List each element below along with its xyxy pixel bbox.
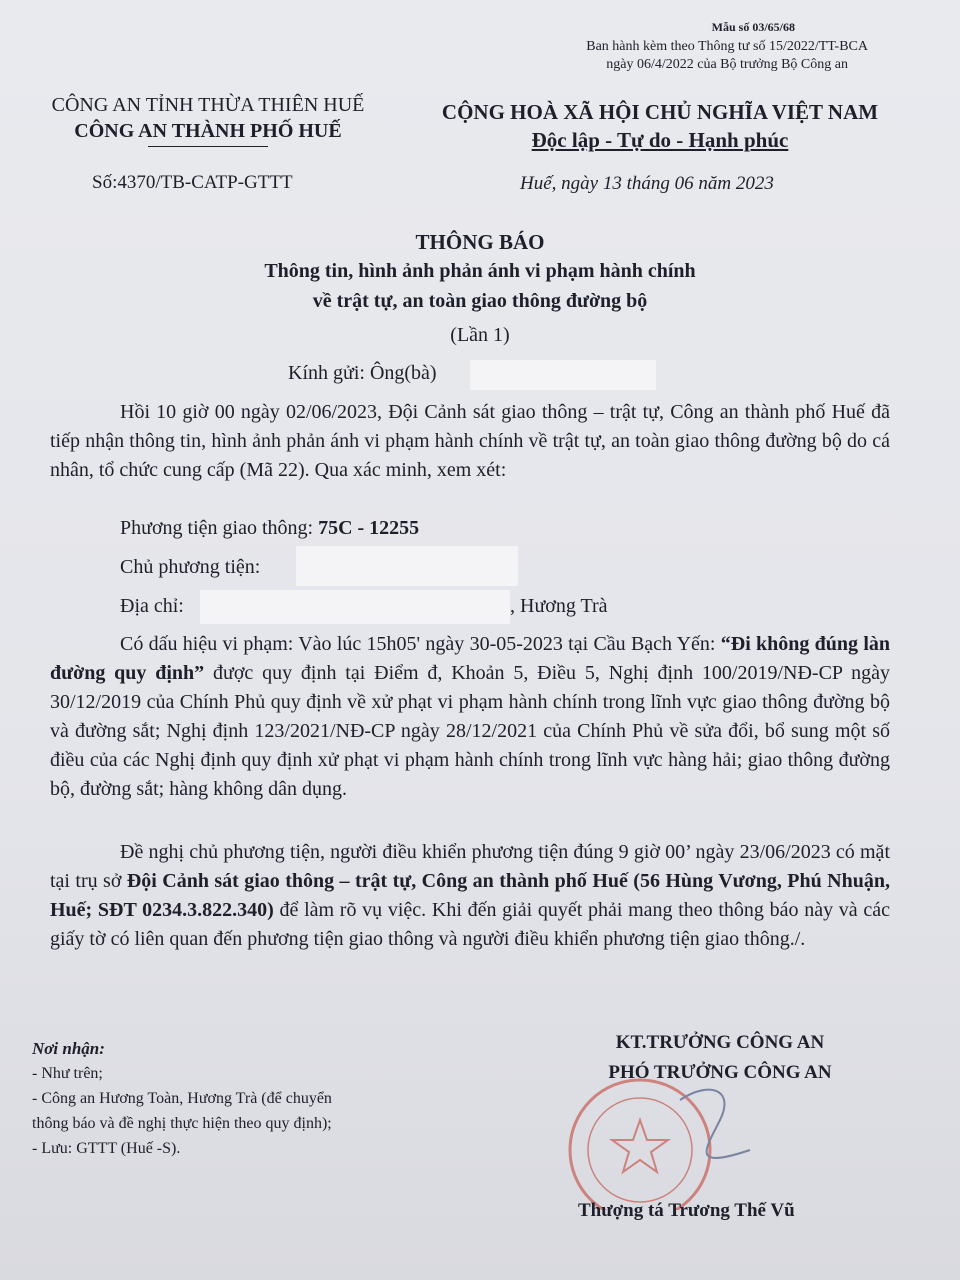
agency-underline [148,146,268,147]
title-round: (Lần 1) [450,324,510,346]
nation-name: CỘNG HOÀ XÃ HỘI CHỦ NGHĨA VIỆT NAM [441,100,879,124]
form-number: Mẫu số 03/65/68 [711,20,795,34]
signature-title: PHÓ TRƯỞNG CÔNG AN [608,1062,832,1083]
salutation: Kính gửi: Ông(bà) [288,362,437,384]
address-line [120,595,184,618]
paragraph-request [50,838,890,954]
nation-motto: Độc lập - Tự do - Hạnh phúc [531,128,789,152]
owner-label: Chủ phương tiện: [120,556,261,578]
dateline: Huế, ngày 13 tháng 06 năm 2023 [520,173,774,194]
paragraph-violation [50,630,890,804]
document-title [0,228,960,352]
agency-unit: CÔNG AN THÀNH PHỐ HUẾ [74,120,342,142]
national-header [420,98,900,154]
redaction-owner [296,546,518,586]
recipient-item: - Như trên; [32,1065,103,1082]
title-main: THÔNG BÁO [415,230,545,254]
recipient-item: thông báo và đề nghị thực hiện theo quy định); [32,1115,332,1132]
recipient-item: - Công an Hương Toàn, Hương Trà (để chuyển [32,1090,332,1107]
redaction-address [200,590,510,624]
violation-legal-basis: được quy định tại Điểm đ, Khoản 5, Điều 5, Nghị định 100/2019/NĐ-CP ngày 30/12/2019 của Chính Phủ quy định về xử phạt vi phạm hành chính trong lĩnh vực giao thông đường bộ và đường sắt; Nghị định 123/2021/NĐ-CP ngày 28/12/2021 của Chính Phủ về sửa đổi, bổ sung một số điều của các Nghị định quy định xử phạt vi phạm hành chính trong lĩnh vực hàng hải; giao thông đường bộ, đường sắt; hàng không dân dụng. [50,662,890,800]
signer-name: Thượng tá Trương Thế Vũ [578,1200,795,1221]
address-label: Địa chỉ: [120,595,184,617]
violation-name: “Đi không đúng làn đường quy định” [50,633,891,684]
title-line-1: Thông tin, hình ảnh phản ánh vi phạm hành chính [264,260,696,282]
address-suffix: , Hương Trà [510,595,608,617]
form-issued-line-1: Ban hành kèm theo Thông tư số 15/2022/TT-BCA [586,39,868,54]
recipient-item: - Lưu: GTTT (Huế -S). [32,1140,181,1157]
document-number: Số:4370/TB-CATP-GTTT [92,172,293,193]
signature-authority: KT.TRƯỞNG CÔNG AN [615,1032,825,1053]
request-rest: để làm rõ vụ việc. Khi đến giải quyết phải mang theo thông báo này và các giấy tờ có liên quan đến phương tiện giao thông và người điều khiển phương tiện giao thông./. [50,899,890,950]
agency-parent: CÔNG AN TỈNH THỪA THIÊN HUẾ [51,94,365,116]
violation-lead: Có dấu hiệu vi phạm: Vào lúc 15h05' ngày 30-05-2023 tại Cầu Bạch Yến: [120,633,721,655]
owner-line [120,556,260,579]
request-place: Đội Cảnh sát giao thông – trật tự, Công an thành phố Huế (56 Hùng Vương, Phú Nhuận, Huế; SĐT 0234.3.822.340) [50,870,890,921]
recipients-block [32,1036,332,1161]
vehicle-plate: 75C - 12255 [318,517,420,539]
title-line-2: về trật tự, an toàn giao thông đường bộ [312,290,648,312]
recipients-heading: Nơi nhận: [32,1039,105,1058]
request-lead: Đề nghị chủ phương tiện, người điều khiển phương tiện đúng 9 giờ 00’ ngày 23/06/2023 có mặt tại trụ sở [50,841,890,892]
paragraph-intake: Hồi 10 giờ 00 ngày 02/06/2023, Đội Cảnh sát giao thông – trật tự, Công an thành phố Huế đã tiếp nhận thông tin, hình ảnh phản ánh vi phạm hành chính về trật tự, an toàn giao thông đường bộ do cá nhân, tổ chức cung cấp (Mã 22). Qua xác minh, xem xét: [50,401,890,481]
form-issued-line-2: ngày 06/4/2022 của Bộ trưởng Bộ Công an [606,57,848,72]
issuing-agency [28,92,388,147]
vehicle-label: Phương tiện giao thông: [120,517,319,539]
signature-block [560,1028,880,1088]
redaction-recipient [470,360,656,390]
vehicle-line [120,517,419,540]
form-issued-note [586,38,868,74]
